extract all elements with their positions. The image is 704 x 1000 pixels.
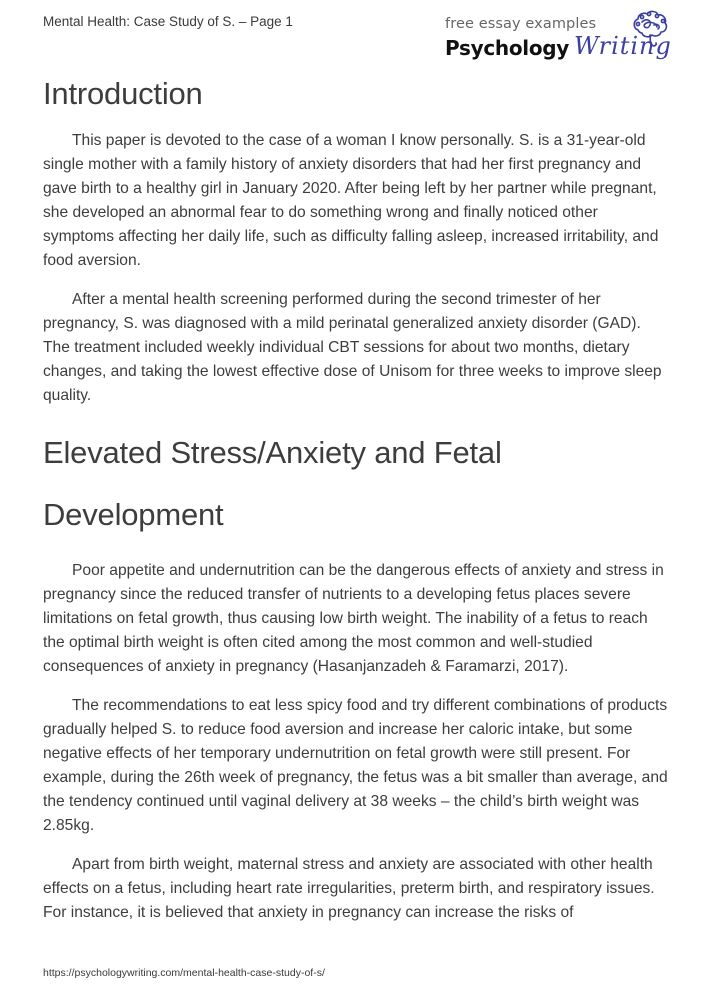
site-logo[interactable] (445, 12, 695, 70)
paragraph: After a mental health screening performed during the second trimester of her pregnancy, S. was diagnosed with a mild perinatal generalized anxiety disorder (GAD). The treatment included weekly individual CBT sessions for about two months, dietary changes, and taking the lowest effective dose of Unisom for three weeks to improve sleep quality. (43, 291, 662, 404)
paragraph: Apart from birth weight, maternal stress and anxiety are associated with other health effects on a fetus, including heart rate irregularities, preterm birth, and respiratory issues. For instance, it is believed that anxiety in pregnancy can increase the risks of (43, 856, 655, 921)
footer-source-url[interactable]: https://psychologywriting.com/mental-health-case-study-of-s/ (43, 967, 325, 979)
logo-brand-script: Writing (574, 32, 672, 60)
paragraph: Poor appetite and undernutrition can be the dangerous effects of anxiety and stress in pregnancy since the reduced transfer of nutrients to a developing fetus places severe limitations on fetal growth, thus causing low birth weight. The inability of a fetus to reach the optimal birth weight is often cited among the most common and well-studied consequences of anxiety in pregnancy (Hasanjanzadeh & Faramarzi, 2017). (43, 562, 664, 675)
running-header: Mental Health: Case Study of S. – Page 1 (43, 14, 293, 29)
paragraph: This paper is devoted to the case of a woman I know personally. S. is a 31-year-old single mother with a family history of anxiety disorders that had her first pregnancy and gave birth to a healthy girl in January 2020. After being left by her partner while pregnant, she developed an abnormal fear to do something wrong and finally noticed other symptoms affecting her daily life, such as difficulty falling asleep, increased irritability, and food aversion. (43, 132, 659, 269)
logo-tagline: free essay examples (445, 16, 597, 32)
paragraph: The recommendations to eat less spicy food and try different combinations of products gradually helped S. to reduce food aversion and increase her caloric intake, but some negative effects of her temporary undernutrition on fetal growth were still present. For example, during the 26th week of pregnancy, the fetus was a bit smaller than average, and the tendency continued until vaginal delivery at 38 weeks – the child’s birth weight was 2.85kg. (43, 697, 668, 834)
brain-icon (630, 8, 670, 48)
heading-stress-fetal-development: Elevated Stress/Anxiety and Fetal Development (43, 435, 502, 532)
heading-introduction: Introduction (43, 76, 203, 111)
logo-brand-bold: Psychology (445, 36, 570, 60)
document-body (43, 72, 668, 925)
